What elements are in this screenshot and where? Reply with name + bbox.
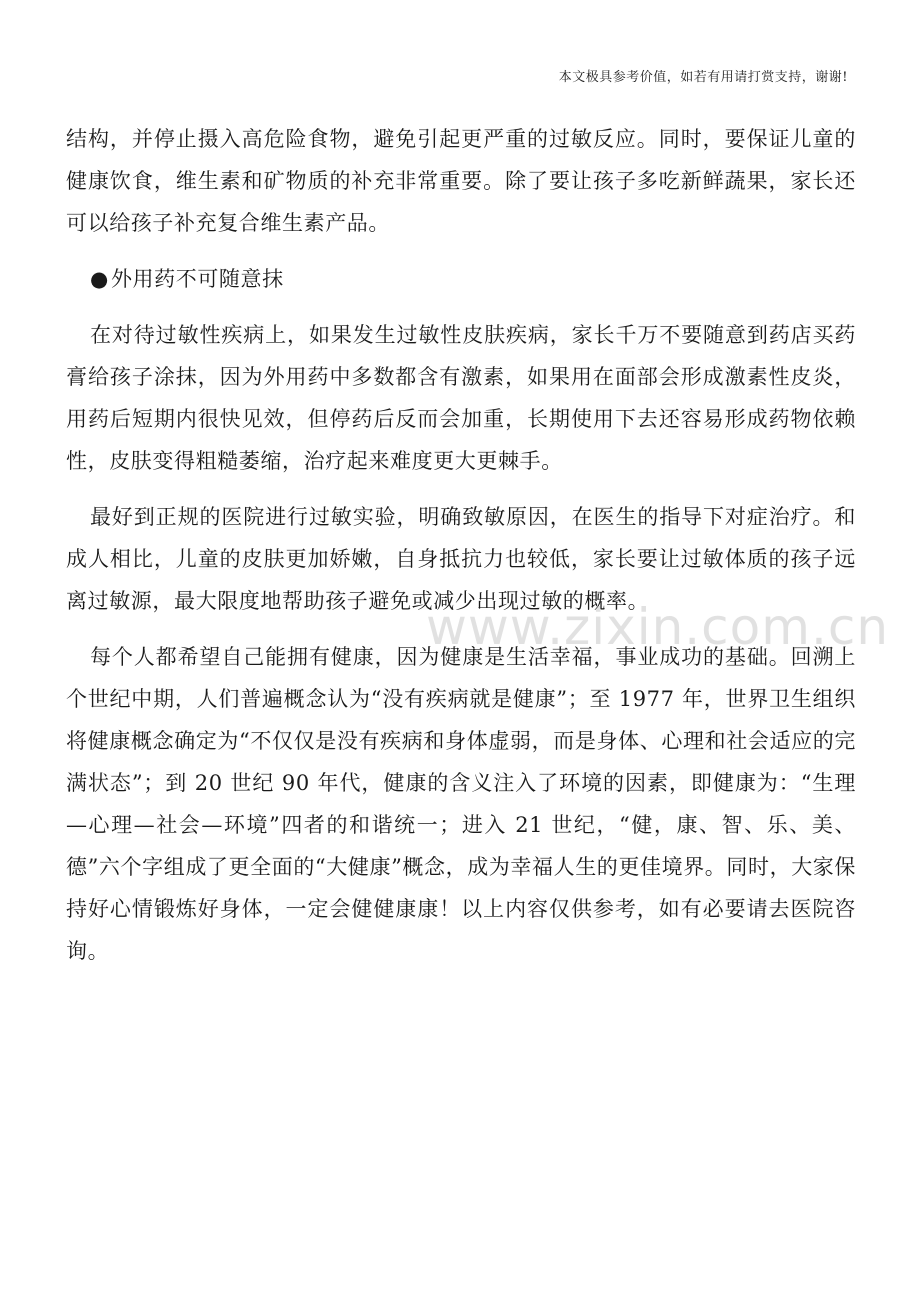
document-body bbox=[66, 118, 856, 986]
header-note: 本文极具参考价值，如若有用请打赏支持，谢谢! bbox=[558, 70, 848, 85]
watermark: www.zixin.com.cn bbox=[426, 598, 890, 656]
paragraph-continuation: 结构，并停止摄入高危险食物，避免引起更严重的过敏反应。同时，要保证儿童的健康饮食，维生素和矿物质的补充非常重要。除了要让孩子多吃新鲜蔬果，家长还可以给孩子补充复合维生素产品。 bbox=[66, 127, 856, 235]
section-heading bbox=[66, 258, 856, 300]
section-heading-text: 外用药不可随意抹 bbox=[110, 267, 284, 291]
paragraph-allergy-test: 最好到正规的医院进行过敏实验，明确致敏原因，在医生的指导下对症治疗。和成人相比，儿童的皮肤更加娇嫩，自身抵抗力也较低，家长要让过敏体质的孩子远离过敏源，最大限度地帮助孩子避免或减少出现过敏的概率。 bbox=[66, 505, 856, 613]
bullet-icon: ● bbox=[90, 267, 109, 291]
paragraph-topical-medicine: 在对待过敏性疾病上，如果发生过敏性皮肤疾病，家长千万不要随意到药店买药膏给孩子涂抹，因为外用药中多数都含有激素，如果用在面部会形成激素性皮炎，用药后短期内很快见效，但停药后反而会加重，长期使用下去还容易形成药物依赖性，皮肤变得粗糙萎缩，治疗起来难度更大更棘手。 bbox=[66, 323, 856, 473]
paragraph-health-concept: 每个人都希望自己能拥有健康，因为健康是生活幸福，事业成功的基础。回溯上个世纪中期，人们普遍概念认为“没有疾病就是健康”；至 1977 年，世界卫生组织将健康概念确定为“不仅仅是没有疾病和身体虚弱，而是身体、心理和社会适应的完满状态”；到 20 世纪 90 年代，健康的含义注入了环境的因素，即健康为：“生理—心理—社会—环境”四者的和谐统一；进入 21 世纪，“健，康、智、乐、美、德”六个字组成了更全面的“大健康”概念，成为幸福人生的更佳境界。同时，大家保持好心情锻炼好身体，一定会健健康康！以上内容仅供参考，如有必要请去医院咨询。 bbox=[66, 645, 857, 963]
